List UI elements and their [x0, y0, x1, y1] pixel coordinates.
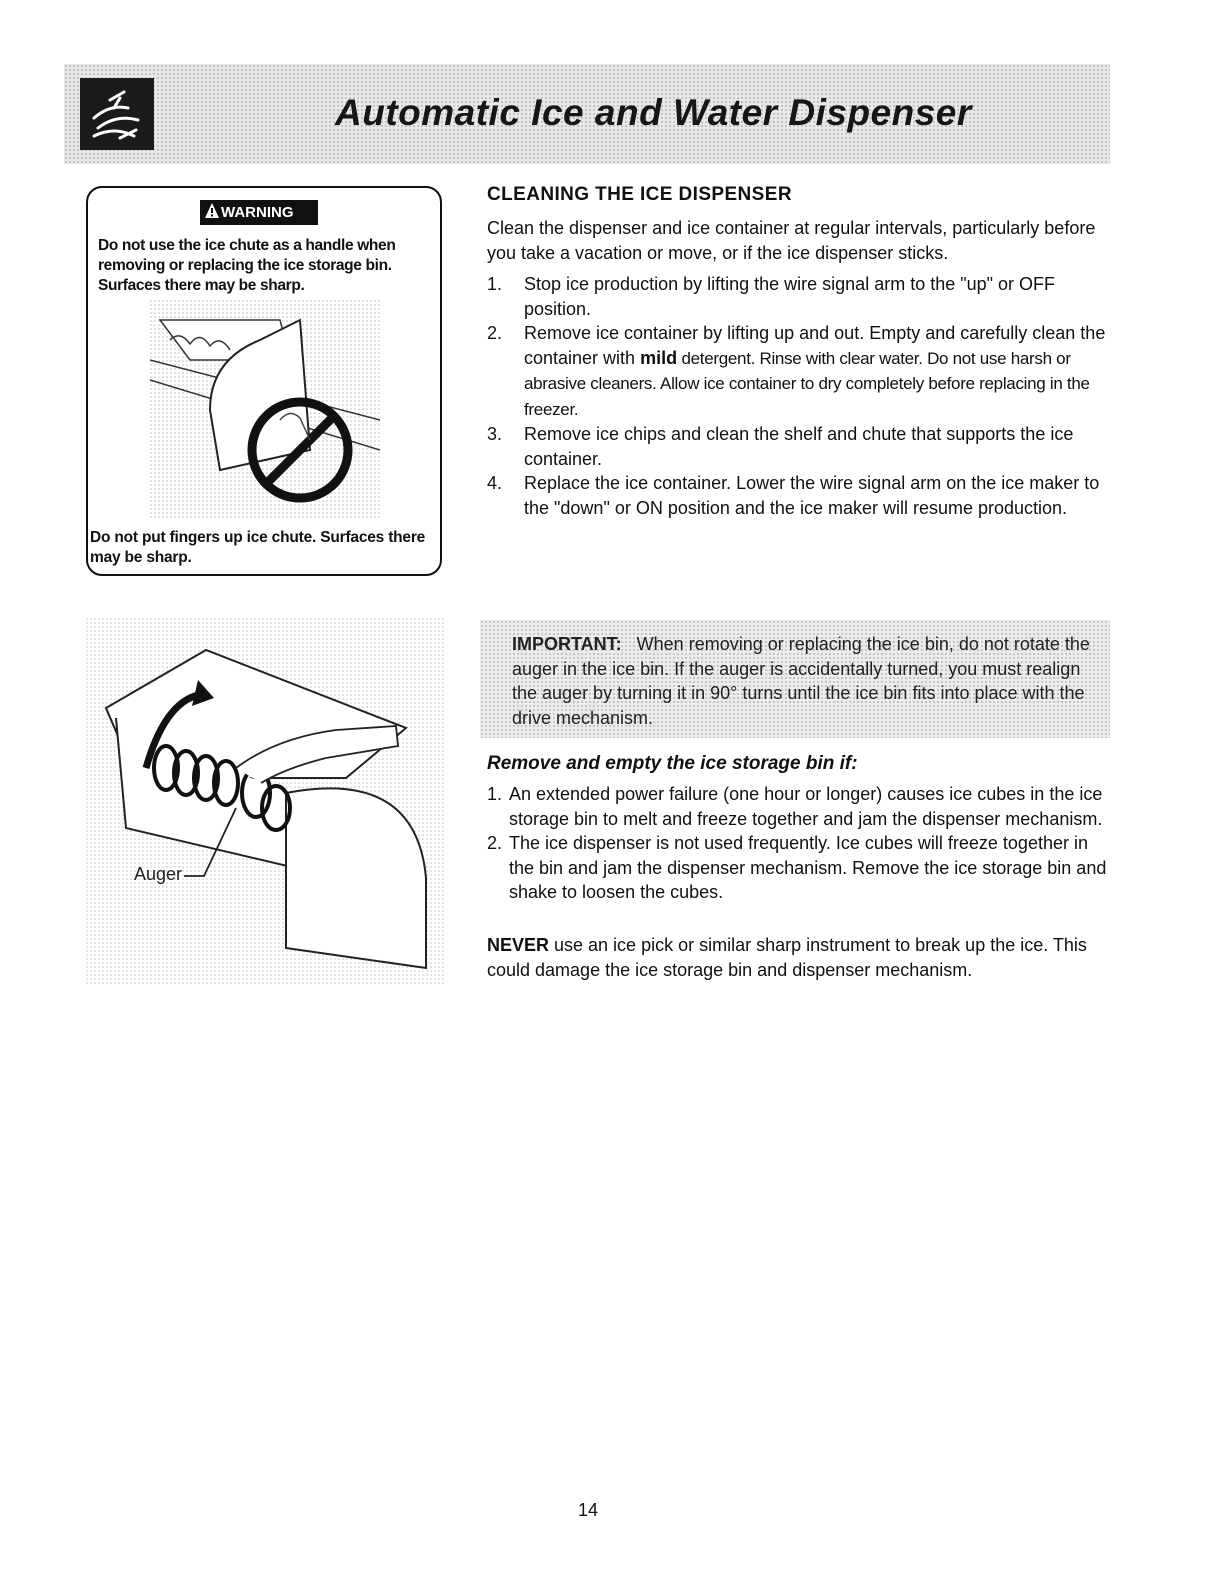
auger-label: Auger — [134, 864, 183, 884]
never-note — [487, 933, 1112, 982]
list-item — [487, 272, 1112, 321]
warning-badge — [200, 200, 318, 225]
warning-text-top: Do not use the ice chute as a handle when removing or replacing the ice storage bin. Surfaces there may be sharp. — [98, 237, 396, 294]
page-number: 14 — [578, 1500, 599, 1520]
list-number: 4. — [487, 473, 503, 493]
list-text-pre: Remove ice container by lifting up and out. Empty and carefully clean the container with — [524, 323, 1106, 368]
list-text: Stop ice production by lifting the wire signal arm to the "up" or OFF position. — [524, 274, 1056, 319]
list-number: 1. — [487, 784, 503, 804]
list-item — [487, 321, 1112, 422]
list-item — [487, 471, 1112, 520]
warning-badge-label: WARNING — [221, 204, 294, 221]
important-text: When removing or replacing the ice bin, do not rotate the auger in the ice bin. If the auger is accidentally turned, you must realign the auger by turning it in 90° turns until the ice bin fits into place with the drive mechanism. — [512, 634, 1090, 728]
list-number: 2. — [487, 323, 503, 343]
list-number: 1. — [487, 274, 503, 294]
important-label: IMPORTANT: — [512, 634, 622, 654]
never-bold: NEVER — [487, 935, 550, 955]
page-title: Automatic Ice and Water Dispenser — [335, 92, 972, 133]
cleaning-heading: CLEANING THE ICE DISPENSER — [487, 184, 792, 205]
list-text-bold: mild — [640, 347, 678, 368]
list-item — [487, 782, 1112, 831]
empty-bin-heading: Remove and empty the ice storage bin if: — [487, 753, 858, 774]
list-text: Replace the ice container. Lower the wire signal arm on the ice maker to the "down" or ON position and the ice maker will resume production. — [524, 473, 1100, 518]
list-item — [487, 831, 1112, 905]
list-text — [524, 323, 1105, 419]
list-text: The ice dispenser is not used frequently. Ice cubes will freeze together in the bin and jam the dispenser mechanism. Remove the ice storage bin and shake to loosen the cubes. — [509, 833, 1107, 902]
warning-triangle-icon — [204, 202, 220, 220]
important-note — [512, 632, 1092, 730]
list-number: 3. — [487, 424, 503, 444]
never-text: use an ice pick or similar sharp instrument to break up the ice. This could damage the ice storage bin and dispenser mechanism. — [487, 935, 1087, 980]
empty-bin-list — [487, 782, 1112, 905]
ice-chute-illustration — [150, 300, 380, 518]
list-item — [487, 422, 1112, 471]
list-text: Remove ice chips and clean the shelf and chute that supports the ice container. — [524, 424, 1074, 469]
list-number: 2. — [487, 833, 503, 853]
freezer-snowflake-icon — [80, 78, 154, 150]
warning-text-bottom: Do not put fingers up ice chute. Surfaces there may be sharp. — [90, 529, 426, 566]
cleaning-steps — [487, 272, 1112, 520]
list-text-post: detergent. Rinse with clear water. Do not use harsh or abrasive cleaners. Allow ice container to dry completely before replacing in the freezer. — [524, 348, 1090, 419]
cleaning-intro: Clean the dispenser and ice container at regular intervals, particularly before you take a vacation or move, or if the ice dispenser sticks. — [487, 218, 1096, 263]
list-text: An extended power failure (one hour or longer) causes ice cubes in the ice storage bin to melt and freeze together and jam the dispenser mechanism. — [509, 784, 1103, 829]
auger-illustration — [86, 618, 444, 984]
